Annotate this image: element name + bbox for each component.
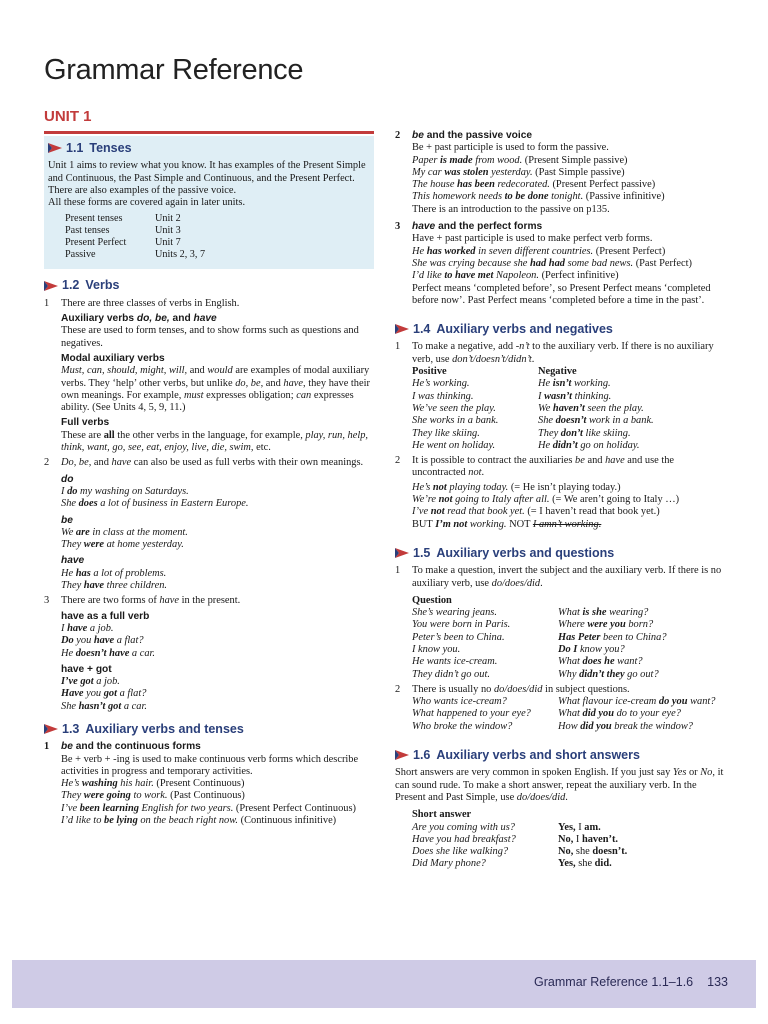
paragraph: Short answers are very common in spoken English. If you just say Yes or No, it can sound rude. To make a short answer, repeat the auxiliary verb. In the Present and Past Simple, use do/does/did.	[395, 767, 724, 803]
example: Do you have a flat?	[61, 635, 144, 647]
table-cell: Does she like walking?	[412, 846, 509, 858]
table-cell: What is she wearing?	[558, 607, 649, 619]
table-cell: No, I haven’t.	[558, 833, 619, 845]
example: He has a lot of problems.	[61, 567, 167, 579]
table-cell: Unit 2	[155, 213, 181, 225]
table-cell: She works in a bank.	[412, 415, 499, 427]
section-1-2	[44, 279, 374, 713]
paragraph: Unit 1 aims to review what you know. It has examples of the Present Simple and Continuous, the Past Simple and Continuous, and the Present Perfect. There are also examples of the passive voice.	[48, 160, 366, 196]
paragraph: Be + past participle is used to form the passive.	[412, 142, 609, 154]
list-item: 3 have and the perfect forms Have + past participle is used to make perfect verb forms. He has worked in seven different countries. (Present Perfect) She was crying because she had had some bad news. (Past Perfect) I’d like to have met Napoleon. (Perfect infinitive) Perfect means ‘completed before’, so Present Perfect means ‘completed before now’. Past Perfect means ‘completed before a time in the past’.	[395, 221, 727, 307]
section-title: Tenses	[89, 141, 132, 155]
section-arrow-icon	[395, 323, 409, 335]
column-header: Positive	[412, 366, 447, 378]
section-arrow-icon	[44, 723, 58, 735]
example: Have you got a flat?	[61, 688, 147, 700]
column-header: Question	[412, 594, 452, 606]
example: I do my washing on Saturdays.	[61, 485, 189, 497]
list-item: 1 There are three classes of verbs in English. Auxiliary verbs do, be, and have These are used to form tenses, and to show forms such as questions and negatives. Modal auxiliary verbs Must, can, should, might, will, and would are examples of modal auxiliary verbs. They ‘help’ other verbs, but unlike do, be, and have, they have their own meanings. For example, must expresses obligation; can expresses ability. (See Units 4, 5, 9, 11.) Full verbs These are all the other verbs in the language, for example, play, run, help, think, want, go, see, eat, enjoy, live, die, swim, etc.	[44, 298, 374, 455]
section-arrow-icon	[395, 547, 409, 559]
table-cell: He didn’t go on holiday.	[538, 439, 640, 451]
section-title: Auxiliary verbs and questions	[436, 545, 615, 560]
paragraph: To make a question, invert the subject and the auxiliary verb. If there is no auxiliary verb, use do/does/did.	[412, 565, 722, 589]
table-cell: Yes, she did.	[558, 858, 612, 870]
list-item: 1 To make a question, invert the subject and the auxiliary verb. If there is no auxiliary verb, use do/does/did. Question She’s wearing jeans. What is she wearing? You were born in Paris. Where were you born? Peter’s been to China. Has Peter been to China? I know you. Do I know you? He wants ice-cream. What does he want? They didn’t go out. Why didn’t they go out?	[395, 565, 727, 681]
subheading: be and the continuous forms	[61, 741, 201, 753]
example: I’ve been learning English for two years. (Present Perfect Continuous)	[61, 802, 356, 814]
example: The house has been redecorated. (Present Perfect passive)	[412, 179, 656, 191]
table-cell: Unit 7	[155, 237, 181, 249]
example: He has worked in seven different countries. (Present Perfect)	[412, 245, 666, 257]
section-number: 1.6	[413, 748, 431, 763]
table-cell: He’s working.	[412, 378, 470, 390]
example: I’d like to be lying on the beach right now. (Continuous infinitive)	[61, 815, 337, 827]
column-header: Negative	[538, 366, 577, 378]
example: My car was stolen yesterday. (Past Simple passive)	[412, 166, 625, 178]
units-table	[65, 213, 205, 261]
table-cell: Where were you born?	[558, 619, 654, 631]
subheading: be and the passive voice	[412, 130, 533, 141]
footer-text	[534, 975, 728, 989]
paragraph: There is usually no do/does/did in subject questions.	[412, 683, 630, 695]
list-item: 3 There are two forms of have in the present. have as a full verb I have a job. Do you have a flat? He doesn’t have a car. have + got I’ve got a job. Have you got a flat? She hasn’t got a car.	[44, 595, 374, 713]
subheading: Full verbs	[61, 417, 110, 429]
section-heading	[48, 142, 370, 154]
table-cell: How did you break the window?	[558, 720, 693, 732]
subheading: Auxiliary verbs do, be, and have	[61, 313, 217, 325]
subheading: Modal auxiliary verbs	[61, 352, 165, 364]
paragraph: These are all the other verbs in the language, for example, play, run, help, think, want, go, see, eat, enjoy, live, die, swim, etc.	[61, 429, 369, 454]
section-heading	[44, 279, 374, 291]
example: BUT I’m not working. NOT I amn’t working.	[412, 518, 602, 530]
list-item: 1 be and the continuous forms Be + verb + -ing is used to make continuous verb forms which describe activities in progress and temporary activities. He’s washing his hair. (Present Continuous) They were going to work. (Past Continuous) I’ve been learning English for two years. (Present Perfect Continuous) I’d like to be lying on the beach right now. (Continuous infinitive)	[44, 741, 374, 827]
paragraph: Have + past participle is used to make perfect verb forms.	[412, 233, 653, 245]
table-cell: He isn’t working.	[538, 378, 611, 390]
table-row	[65, 237, 205, 249]
paragraph: There are three classes of verbs in English.	[61, 297, 240, 309]
paragraph: There are two forms of have in the present.	[61, 595, 241, 607]
unit-divider	[44, 131, 374, 134]
footer-band	[12, 960, 756, 1008]
right-column	[395, 130, 727, 871]
table-cell: They didn’t go out.	[412, 668, 490, 680]
unit-heading: UNIT 1	[44, 108, 92, 125]
table-cell: He wants ice-cream.	[412, 656, 498, 668]
section-arrow-icon	[44, 280, 58, 292]
section-title: Auxiliary verbs and tenses	[85, 721, 244, 736]
paragraph: Do, be, and have can also be used as full verbs with their own meanings.	[61, 457, 364, 469]
list-item: 1 To make a negative, add -n’t to the auxiliary verb. If there is no auxiliary verb, use don’t/doesn’t/didn’t. Positive Negative He’s working. He isn’t working. I was thinking. I wasn’t thinking. We’ve seen the play. We haven’t seen the play. She works in a bank. She doesn’t work in a bank. They like skiing. They don’t like skiing. He went on holiday. He didn’t go on holiday.	[395, 341, 727, 452]
table-cell: Units 2, 3, 7	[155, 249, 206, 261]
table-cell: Yes, I am.	[558, 821, 601, 833]
table-cell: Present Perfect	[65, 237, 127, 249]
example: He’s not playing today. (= He isn’t playing today.)	[412, 481, 621, 493]
example: They have three children.	[61, 580, 167, 592]
table-cell: He went on holiday.	[412, 439, 496, 451]
subheading: do	[61, 473, 74, 485]
section-1-4	[395, 323, 727, 531]
subheading: have	[61, 555, 85, 567]
section-title: Verbs	[85, 278, 120, 293]
table-cell: Why didn’t they go out?	[558, 668, 659, 680]
table-cell: You were born in Paris.	[412, 619, 511, 631]
table-cell: What happened to your eye?	[412, 708, 531, 720]
example: We are in class at the moment.	[61, 526, 188, 538]
table-cell: We’ve seen the play.	[412, 402, 496, 414]
example: She hasn’t got a car.	[61, 700, 147, 712]
paragraph: Perfect means ‘completed before’, so Present Perfect means ‘completed before now’. Past Perfect means ‘completed before a time in the past’.	[412, 282, 711, 306]
example: She was crying because she had had some bad news. (Past Perfect)	[412, 257, 692, 269]
example: I’ve not read that book yet. (= I haven’t read that book yet.)	[412, 506, 660, 518]
section-1-5	[395, 547, 727, 733]
paragraph: Must, can, should, might, will, and would are examples of modal auxiliary verbs. They ‘help’ other verbs, but unlike do, be, and have, they have their own meanings. For example, must expresses obligation; can expresses ability. (See Units 4, 5, 9, 11.)	[61, 365, 370, 414]
table-cell: Passive	[65, 249, 96, 261]
example: They were at home yesterday.	[61, 539, 184, 551]
example: He’s washing his hair. (Present Continuous)	[61, 778, 245, 790]
table-row	[65, 213, 205, 225]
table-cell: Who wants ice-cream?	[412, 696, 507, 708]
example: He doesn’t have a car.	[61, 647, 155, 659]
table-cell: What flavour ice-cream do you want?	[558, 696, 716, 708]
negatives-table	[412, 366, 727, 452]
table-cell: What did you do to your eye?	[558, 708, 681, 720]
section-1-6	[395, 749, 727, 871]
section-heading	[395, 749, 727, 761]
questions-table	[412, 607, 727, 681]
table-cell: I wasn’t thinking.	[538, 390, 612, 402]
table-cell: We haven’t seen the play.	[538, 402, 644, 414]
subheading: have and the perfect forms	[412, 221, 543, 233]
subheading: have as a full verb	[61, 610, 150, 622]
list-item: 2 Do, be, and have can also be used as full verbs with their own meanings. do I do my washing on Saturdays. She does a lot of business in Eastern Europe. be We are in class at the moment. They were at home yesterday. have He has a lot of problems. They have three children.	[44, 457, 374, 592]
subheading: have + got	[61, 663, 112, 675]
example: Paper is made from wood. (Present Simple passive)	[412, 154, 628, 166]
section-1-1	[44, 136, 374, 269]
section-number: 1.2	[62, 278, 80, 293]
table-cell: Are you coming with us?	[412, 821, 515, 833]
section-number: 1.1	[66, 141, 84, 155]
subheading: be	[61, 514, 73, 526]
example: I’d like to have met Napoleon. (Perfect infinitive)	[412, 270, 619, 282]
table-cell: She doesn’t work in a bank.	[538, 415, 654, 427]
table-cell: Have you had breakfast?	[412, 833, 516, 845]
section-number: 1.4	[413, 322, 431, 337]
paragraph: To make a negative, add -n’t to the auxiliary verb. If there is no auxiliary verb, use don’t/doesn’t/didn’t.	[412, 341, 714, 365]
table-cell: Who broke the window?	[412, 720, 513, 732]
example: I have a job.	[61, 622, 114, 634]
table-cell: Past tenses	[65, 225, 110, 237]
table-cell: Peter’s been to China.	[412, 631, 505, 643]
table-cell: Present tenses	[65, 213, 123, 225]
table-cell: Did Mary phone?	[412, 858, 486, 870]
example: I’ve got a job.	[61, 676, 120, 688]
table-cell: Unit 3	[155, 225, 181, 237]
paragraph: There is an introduction to the passive on p135.	[412, 203, 610, 215]
table-cell: I know you.	[412, 643, 461, 655]
section-heading	[395, 547, 727, 559]
section-number: 1.5	[413, 545, 431, 560]
section-heading	[44, 723, 374, 735]
table-row	[65, 225, 205, 237]
section-arrow-icon	[48, 142, 62, 154]
section-arrow-icon	[395, 749, 409, 761]
left-column	[44, 136, 374, 827]
section-title: Auxiliary verbs and negatives	[436, 322, 613, 337]
paragraph: These are used to form tenses, and to show forms such as questions and negatives.	[61, 325, 359, 349]
list-item: 2 There is usually no do/does/did in subject questions. Who wants ice-cream? What flavour ice-cream do you want? What happened to your eye? What did you do to your eye? Who broke the window? How did you break the window?	[395, 684, 727, 733]
column-header: Short answer	[412, 809, 472, 821]
paragraph: It is possible to contract the auxiliaries be and have and use the uncontracted not.	[412, 455, 675, 479]
table-cell: I was thinking.	[412, 390, 474, 402]
list-item: 2 be and the passive voice Be + past participle is used to form the passive. Paper is made from wood. (Present Simple passive) My car was stolen yesterday. (Past Simple passive) The house has been redecorated. (Present Perfect passive) This homework needs to be done tonight. (Passive infinitive) There is an introduction to the passive on p135.	[395, 130, 727, 216]
example: We’re not going to Italy after all. (= We aren’t going to Italy …)	[412, 494, 680, 506]
table-cell: No, she doesn’t.	[558, 846, 628, 858]
list-item: 2 It is possible to contract the auxiliaries be and have and use the uncontracted not. He’s not playing today. (= He isn’t playing today.) We’re not going to Italy after all. (= We aren’t going to Italy …) I’ve not read that book yet. (= I haven’t read that book yet.) BUT I’m not working. NOT I amn’t working.	[395, 455, 727, 531]
table-cell: She’s wearing jeans.	[412, 607, 497, 619]
table-cell: They like skiing.	[412, 427, 480, 439]
section-number: 1.3	[62, 721, 80, 736]
page-title: Grammar Reference	[44, 54, 304, 86]
paragraph: Be + verb + -ing is used to make continuous verb forms which describe activities in progress and temporary activities.	[61, 753, 359, 777]
footer-label: Grammar Reference 1.1–1.6	[534, 975, 694, 989]
section-1-3	[44, 723, 374, 827]
table-cell: What does he want?	[558, 656, 643, 668]
table-cell: They don’t like skiing.	[538, 427, 631, 439]
page-number: 133	[707, 975, 728, 989]
example: She does a lot of business in Eastern Europe.	[61, 498, 249, 510]
table-cell: Do I know you?	[558, 643, 625, 655]
example: They were going to work. (Past Continuous)	[61, 790, 245, 802]
paragraph: All these forms are covered again in later units.	[48, 197, 246, 209]
subject-questions-table	[412, 696, 727, 733]
table-cell: Has Peter been to China?	[558, 631, 667, 643]
short-answers-table	[412, 822, 727, 871]
section-title: Auxiliary verbs and short answers	[436, 748, 640, 763]
section-heading	[395, 323, 727, 335]
table-row	[65, 249, 205, 261]
example: This homework needs to be done tonight. (Passive infinitive)	[412, 191, 665, 203]
